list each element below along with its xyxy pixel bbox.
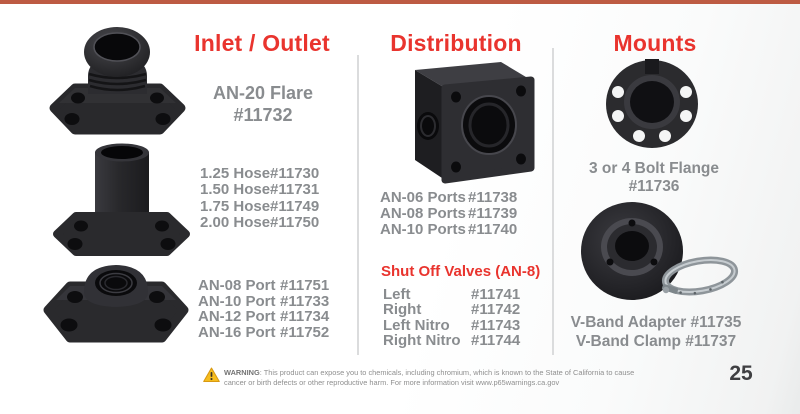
column-divider-left xyxy=(357,55,359,355)
part-row xyxy=(198,278,329,294)
part-label: AN-10 Ports xyxy=(380,221,466,238)
distribution-block-image xyxy=(383,56,538,188)
part-row xyxy=(200,182,319,198)
warning-label: WARNING xyxy=(224,368,260,377)
v-band-caption xyxy=(562,314,750,351)
part-number: #11743 xyxy=(471,316,521,334)
part-number: #11741 xyxy=(471,286,521,303)
part-number: #11740 xyxy=(468,221,518,238)
part-label: AN-08 Port xyxy=(198,277,276,294)
part-number: #11749 xyxy=(270,197,320,215)
part-row xyxy=(383,333,520,348)
part-row xyxy=(383,287,520,302)
shutoff-valves-list xyxy=(383,287,520,348)
page-number: 25 xyxy=(729,362,753,385)
part-row xyxy=(198,309,329,325)
v-band-adapter-line: V-Band Adapter #11735 xyxy=(570,314,742,331)
part-number: #11751 xyxy=(280,277,330,294)
distribution-block-icon xyxy=(383,56,538,188)
part-number: #11738 xyxy=(468,189,518,206)
hose-parts-list xyxy=(200,166,319,231)
bolt-flange-caption xyxy=(578,160,730,196)
v-band-clamp-line: V-Band Clamp #11737 xyxy=(575,332,737,350)
v-band-clamp-image xyxy=(658,246,742,306)
part-label: 2.00 Hose xyxy=(200,213,271,231)
part-label: 1.25 Hose xyxy=(200,165,271,182)
part-row xyxy=(380,190,517,206)
part-label: AN-08 Ports xyxy=(380,205,466,222)
part-label: 1.75 Hose xyxy=(200,197,271,215)
port-fitting-image xyxy=(42,250,190,352)
distribution-parts-list xyxy=(380,190,517,238)
an20-flare-icon xyxy=(45,16,190,141)
part-number: #11730 xyxy=(270,165,320,182)
an20-flare-part: #11732 xyxy=(233,105,293,125)
top-accent-bar xyxy=(0,0,800,4)
inlet-outlet-title: Inlet / Outlet xyxy=(194,30,330,56)
part-label: AN-10 Port xyxy=(198,292,276,310)
part-row xyxy=(200,199,319,215)
warning-body: : This product can expose you to chemicals, including chromium, which is known to the State of California to cause cancer or birth defects or other reproductive harm. For more information visit www.p65warnings.ca.gov xyxy=(224,368,635,387)
part-label: AN-16 Port xyxy=(198,323,276,341)
part-row xyxy=(200,166,319,182)
part-label: AN-12 Port xyxy=(198,308,276,325)
part-number: #11731 xyxy=(270,181,320,199)
an20-flare-name: AN-20 Flare xyxy=(212,83,314,103)
bolt-flange-icon xyxy=(600,54,705,156)
part-row xyxy=(380,206,517,222)
v-band-clamp-icon xyxy=(658,246,742,306)
an-port-parts-list xyxy=(198,278,329,340)
bolt-flange-part: #11736 xyxy=(628,178,680,195)
hose-fitting-image xyxy=(50,140,190,258)
an20-flare-image xyxy=(45,16,190,141)
part-number: #11733 xyxy=(280,292,330,310)
part-label: Right Nitro xyxy=(383,331,461,349)
part-label: 1.50 Hose xyxy=(200,181,271,199)
part-row xyxy=(198,294,329,310)
part-label: Right xyxy=(383,301,422,319)
bolt-flange-name: 3 or 4 Bolt Flange xyxy=(588,160,720,177)
prop65-warning-text xyxy=(224,368,638,387)
part-number: #11739 xyxy=(468,205,518,222)
distribution-title: Distribution xyxy=(390,30,522,56)
part-number: #11734 xyxy=(280,308,330,325)
part-row xyxy=(200,215,319,231)
part-label: Left Nitro xyxy=(383,316,450,334)
part-number: #11750 xyxy=(270,213,320,231)
column-divider-right xyxy=(552,48,554,355)
hose-fitting-icon xyxy=(50,140,190,258)
part-number: #11752 xyxy=(280,323,330,341)
part-label: Left xyxy=(383,286,411,303)
part-number: #11742 xyxy=(471,301,521,319)
part-row xyxy=(198,325,329,341)
bolt-flange-image xyxy=(600,54,705,156)
port-fitting-icon xyxy=(42,250,190,352)
mounts-title: Mounts xyxy=(613,30,697,56)
part-row xyxy=(383,302,520,317)
part-number: #11744 xyxy=(471,331,521,349)
warning-icon xyxy=(203,367,220,383)
part-row xyxy=(380,222,517,238)
part-row xyxy=(383,318,520,333)
part-label: AN-06 Ports xyxy=(380,189,466,206)
shutoff-valves-heading: Shut Off Valves (AN-8) xyxy=(381,263,541,280)
an20-flare-caption xyxy=(192,82,334,126)
